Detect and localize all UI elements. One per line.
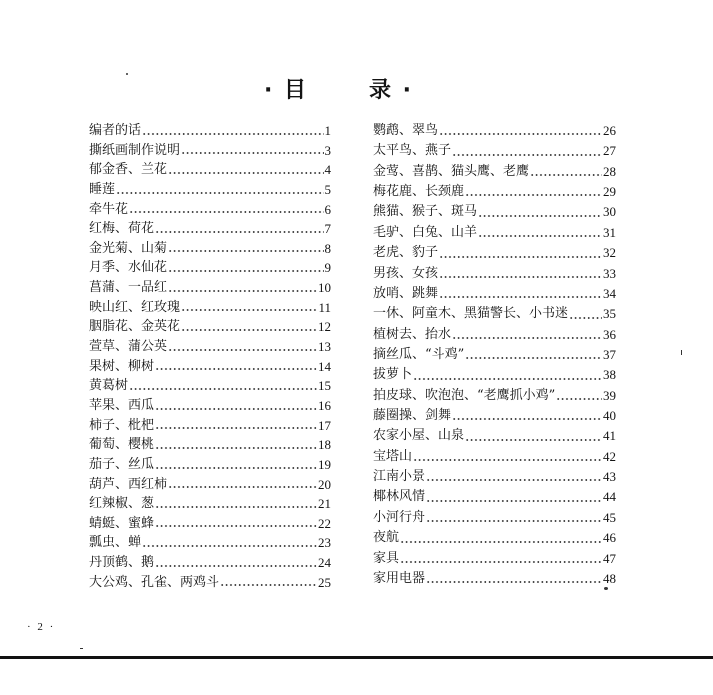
entry-title: 葡萄、樱桃 [89,437,155,453]
toc-entry [89,160,331,180]
toc-entry [373,162,616,182]
entry-title: 江南小景 [373,469,426,485]
entry-title: 老虎、豹子 [373,245,439,261]
entry-title: 茄子、丝瓜 [89,456,155,472]
toc-entry [89,141,331,161]
dot-leader [426,581,602,583]
dot-leader [426,479,602,481]
entry-title: 小河行舟 [373,509,426,525]
toc-entry [373,508,616,528]
dot-leader [181,309,317,311]
entry-page: 40 [603,408,616,424]
entry-page: 36 [603,326,616,342]
toc-entry [373,202,616,222]
toc-entry [373,406,616,426]
scan-speck [604,587,608,590]
dot-leader [439,256,602,258]
entry-title: 拔萝卜 [373,367,413,383]
entry-title: 家用电器 [373,570,426,586]
entry-title: 编者的话 [89,123,142,138]
toc-entry [89,337,331,357]
dot-leader [129,388,317,390]
toc-entry [89,514,331,534]
entry-title: 郁金香、兰花 [89,162,168,178]
dot-leader [439,296,602,298]
entry-title: 男孩、女孩 [373,265,439,281]
dot-leader [168,290,317,292]
toc-entry [89,494,331,514]
toc-entry [373,447,616,467]
entry-title: 大公鸡、孔雀、两鸡斗 [89,574,220,590]
entry-page: 8 [324,240,331,256]
dot-leader [129,211,323,213]
dot-leader [400,561,602,563]
entry-page: 28 [603,163,616,179]
toc-entry [373,325,616,345]
toc-entry [373,365,616,385]
dot-leader [155,506,317,508]
scan-speck [681,350,682,355]
entry-title: 蜻蜓、蜜蜂 [89,515,155,531]
toc-entry [89,200,331,220]
entry-title: 红梅、荷花 [89,221,155,237]
bottom-rule [0,656,713,659]
entry-page: 21 [318,496,331,512]
dot-leader [465,194,602,196]
scan-speck [80,648,83,649]
dot-leader [478,215,602,217]
dot-leader [168,349,317,351]
entry-page: 25 [318,574,331,590]
toc-entry [373,243,616,263]
toc-entry [373,467,616,487]
toc-entry [373,182,616,202]
dot-leader [439,133,602,135]
entry-page: 1 [324,123,331,138]
dot-leader [569,317,602,319]
dot-leader [168,270,323,272]
toc-heading-right: 录 · [369,78,414,103]
entry-page: 18 [318,437,331,453]
entry-title: 鹦鹉、翠鸟 [373,123,439,138]
toc-entry [373,386,616,406]
dot-leader [181,329,317,331]
entry-title: 月季、水仙花 [89,260,168,276]
entry-title: 农家小屋、山泉 [373,428,465,444]
dot-leader [155,368,317,370]
entry-title: 宝塔山 [373,448,413,464]
entry-page: 39 [603,387,616,403]
entry-page: 17 [318,417,331,433]
toc-entry [89,219,331,239]
entry-title: 熊猫、猴子、斑马 [373,204,478,220]
entry-page: 44 [603,489,616,505]
entry-page: 35 [603,306,616,322]
dot-leader [478,235,602,237]
entry-title: 苹果、西瓜 [89,397,155,413]
entry-page: 37 [603,346,616,362]
entry-page: 26 [603,123,616,138]
toc-heading-left: · 目 [264,78,309,103]
entry-page: 20 [318,476,331,492]
entry-page: 47 [603,550,616,566]
entry-title: 梅花鹿、长颈鹿 [373,184,465,200]
entry-title: 撕纸画制作说明 [89,142,181,158]
entry-title: 拍皮球、吹泡泡、“老鹰抓小鸡” [373,387,556,403]
dot-leader [155,408,317,410]
entry-title: 果树、柳树 [89,358,155,374]
toc-entry [89,553,331,573]
toc-entry [89,357,331,377]
entry-page: 48 [603,570,616,586]
toc-entry [89,298,331,318]
toc-entry [373,426,616,446]
toc-entry [373,141,616,161]
toc-entry [89,121,331,141]
entry-title: 牵牛花 [89,201,129,217]
entry-title: 摘丝瓜、“斗鸡” [373,346,465,362]
entry-page: 5 [324,181,331,197]
entry-title: 葫芦、西红柿 [89,476,168,492]
toc-entry [89,416,331,436]
entry-page: 27 [603,143,616,159]
dot-leader [155,231,323,233]
dot-leader [220,584,317,586]
entry-title: 柿子、枇杷 [89,417,155,433]
toc-entry [89,573,331,593]
entry-page: 14 [318,358,331,374]
entry-title: 家具 [373,550,400,566]
entry-page: 34 [603,285,616,301]
entry-page: 19 [318,456,331,472]
dot-leader [155,525,317,527]
toc-entry [373,569,616,589]
entry-title: 红辣椒、葱 [89,496,155,512]
entry-page: 6 [324,201,331,217]
entry-page: 32 [603,245,616,261]
toc-entry [373,549,616,569]
entry-title: 植树去、抬水 [373,326,452,342]
entry-title: 映山红、红玫瑰 [89,299,181,315]
entry-title: 毛驴、白兔、山羊 [373,224,478,240]
entry-page: 22 [318,515,331,531]
toc-entry [89,376,331,396]
scan-speck [126,73,128,75]
entry-page: 23 [318,535,331,551]
dot-leader [168,486,317,488]
dot-leader [142,133,323,135]
entry-title: 椰林风情 [373,489,426,505]
toc-entry [89,533,331,553]
dot-leader [556,398,602,400]
dot-leader [155,467,317,469]
entry-title: 太平鸟、燕子 [373,143,452,159]
page-number: · 2 · [27,621,56,633]
toc-entry [373,304,616,324]
dot-leader [168,172,323,174]
entry-page: 10 [318,280,331,296]
entry-title: 菖蒲、一品红 [89,280,168,296]
entry-page: 12 [318,319,331,335]
toc-entry [373,528,616,548]
toc-entry [373,121,616,141]
entry-page: 38 [603,367,616,383]
toc-entry [373,284,616,304]
entry-page: 29 [603,184,616,200]
entry-page: 45 [603,509,616,525]
entry-title: 丹顶鹤、鹅 [89,555,155,571]
toc-entry [373,223,616,243]
entry-title: 一休、阿童木、黑猫警长、小书迷 [373,306,569,322]
dot-leader [155,447,317,449]
entry-title: 黄葛树 [89,378,129,394]
entry-page: 15 [318,378,331,394]
toc-entry [373,264,616,284]
toc-entry [373,345,616,365]
entry-page: 13 [318,339,331,355]
entry-page: 31 [603,224,616,240]
entry-page: 16 [318,397,331,413]
dot-leader [530,174,602,176]
entry-title: 夜航 [373,530,400,546]
toc-entry [89,435,331,455]
dot-leader [168,250,323,252]
dot-leader [452,337,602,339]
dot-leader [426,500,602,502]
dot-leader [116,192,323,194]
entry-title: 萱草、蒲公英 [89,339,168,355]
dot-leader [181,152,323,154]
toc-entry [89,475,331,495]
entry-page: 24 [318,555,331,571]
dot-leader [452,154,602,156]
entry-page: 33 [603,265,616,281]
dot-leader [142,545,317,547]
entry-page: 46 [603,530,616,546]
entry-title: 放哨、跳舞 [373,285,439,301]
entry-page: 3 [324,142,331,158]
dot-leader [413,378,602,380]
entry-page: 4 [324,162,331,178]
entry-title: 瓢虫、蝉 [89,535,142,551]
entry-page: 43 [603,469,616,485]
dot-leader [452,418,602,420]
entry-page: 42 [603,448,616,464]
toc-column-right [373,121,616,589]
toc-entry [89,278,331,298]
toc-entry [89,317,331,337]
entry-title: 藤圈操、剑舞 [373,408,452,424]
toc-entry [89,180,331,200]
dot-leader [413,459,602,461]
dot-leader [400,541,602,543]
entry-title: 胭脂花、金英花 [89,319,181,335]
entry-page: 9 [324,260,331,276]
toc-entry [89,258,331,278]
dot-leader [439,276,602,278]
entry-page: 7 [324,221,331,237]
toc-entry [89,455,331,475]
dot-leader [465,357,602,359]
toc-entry [89,239,331,259]
toc-entry [89,396,331,416]
entry-title: 金莺、喜鹊、猫头鹰、老鹰 [373,163,530,179]
toc-entry [373,487,616,507]
dot-leader [155,427,317,429]
dot-leader [426,520,602,522]
dot-leader [465,439,602,441]
entry-title: 金光菊、山菊 [89,240,168,256]
entry-page: 11 [318,299,331,315]
dot-leader [155,565,317,567]
entry-page: 30 [603,204,616,220]
entry-page: 41 [603,428,616,444]
entry-title: 睡莲 [89,181,116,197]
toc-column-left [89,121,331,592]
